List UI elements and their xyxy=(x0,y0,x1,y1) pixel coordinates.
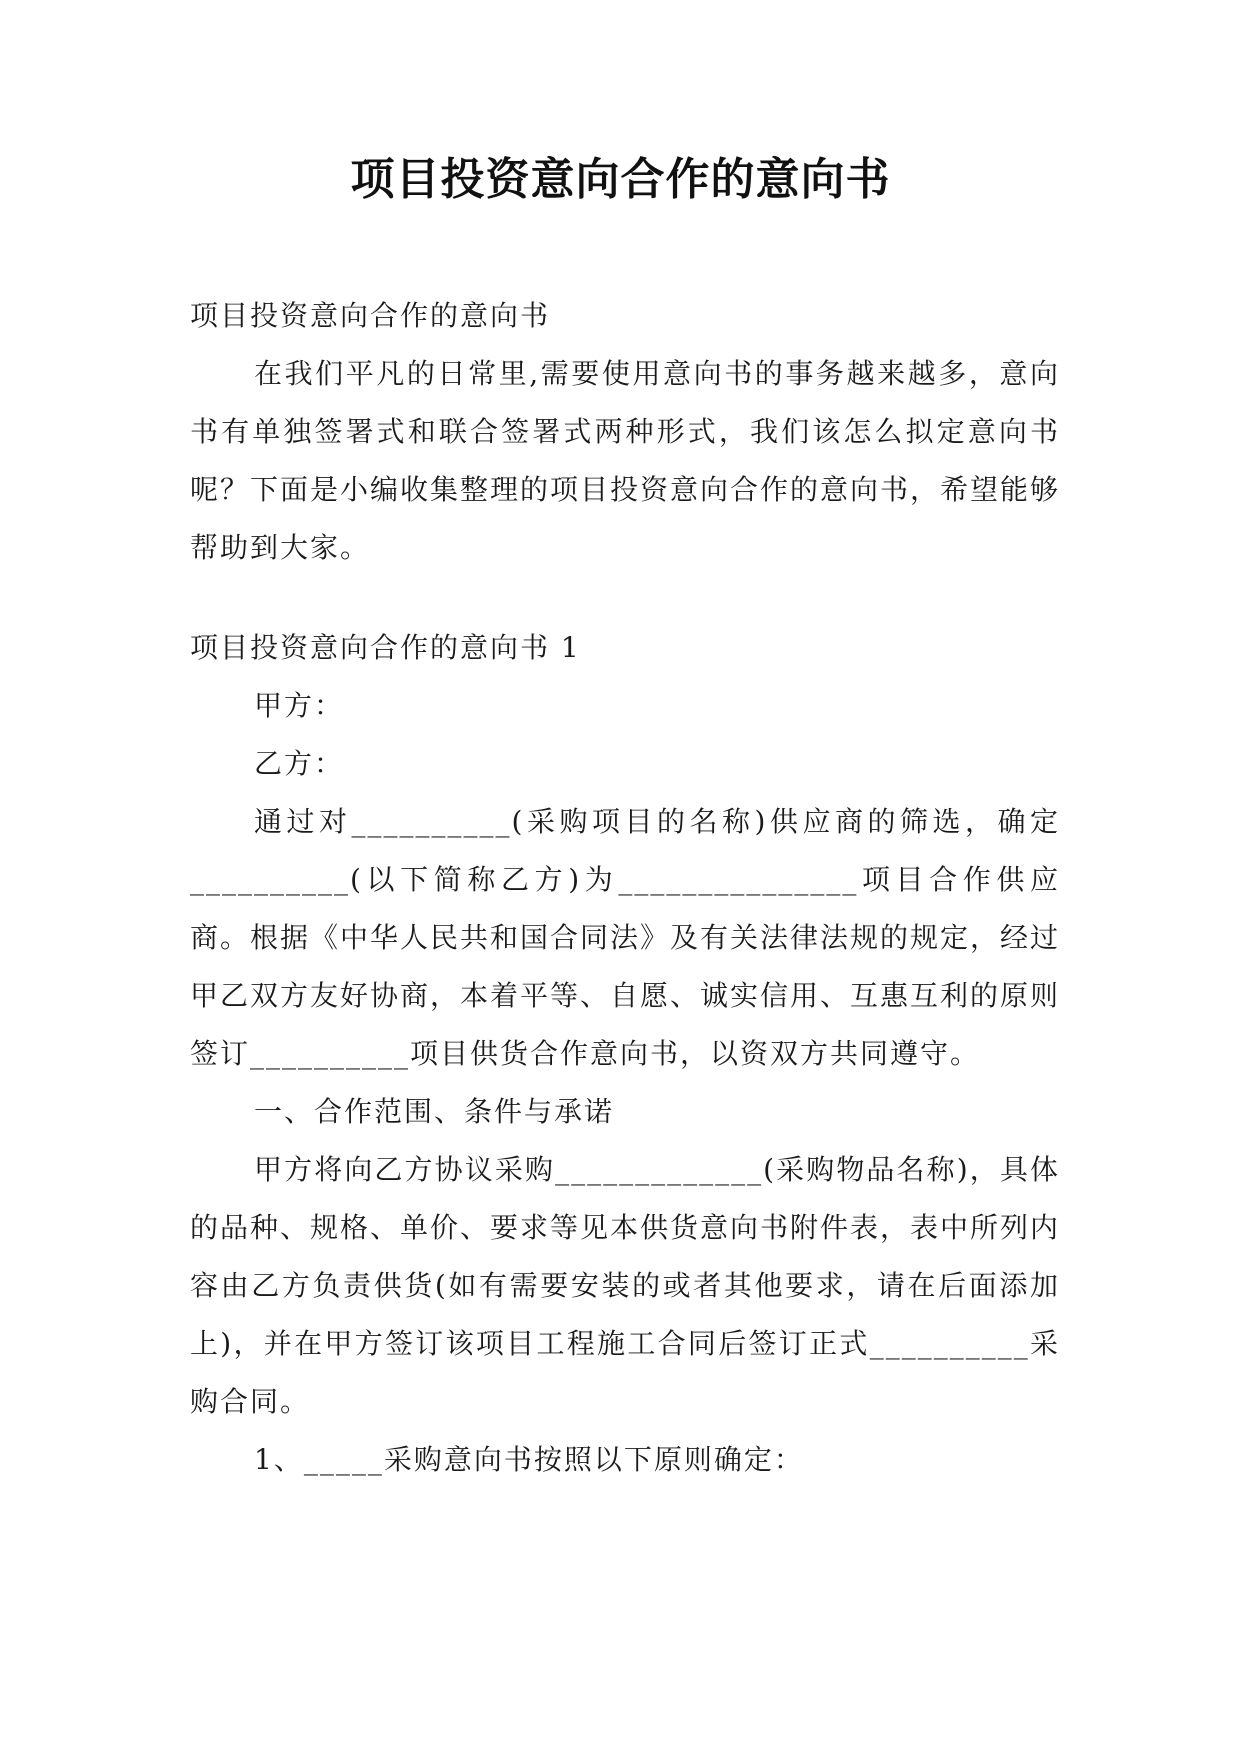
party-a-line: 甲方： xyxy=(254,689,345,722)
intro-paragraph: 在我们平凡的日常里,需要使用意向书的事务越来越多，意向书有单独签署式和联合签署式两种形式，我们该怎么拟定意向书呢？下面是小编收集整理的项目投资意向合作的意向书，希望能够帮助到大家。 xyxy=(190,357,1061,564)
clause-item-1: 1、_____采购意向书按照以下原则确定： xyxy=(254,1443,804,1476)
document-title: 项目投资意向合作的意向书 xyxy=(350,154,891,205)
document-body xyxy=(190,287,1060,1489)
document-subtitle: 项目投资意向合作的意向书 xyxy=(190,299,551,332)
section-heading: 项目投资意向合作的意向书 1 xyxy=(190,631,581,664)
preamble-paragraph: 通过对__________(采购项目的名称)供应商的筛选，确定__________(以下简称乙方)为_______________项目合作供应商。根据《中华人民共和国合同法》及有关法律法规的规定，经过甲乙双方友好协商，本着平等、自愿、诚实信用、互惠互利的原则签订__________项目供货合作意向书，以资双方共同遵守。 xyxy=(190,805,1061,1070)
clause-paragraph: 甲方将向乙方协议采购_____________(采购物品名称)，具体的品种、规格、单价、要求等见本供货意向书附件表，表中所列内容由乙方负责供货(如有需要安装的或者其他要求，请在后面添加上)，并在甲方签订该项目工程施工合同后签订正式__________采购合同。 xyxy=(190,1153,1061,1418)
paragraph-spacer xyxy=(190,577,1060,619)
party-b-line: 乙方： xyxy=(254,747,345,780)
clause-heading: 一、合作范围、条件与承诺 xyxy=(254,1095,615,1128)
